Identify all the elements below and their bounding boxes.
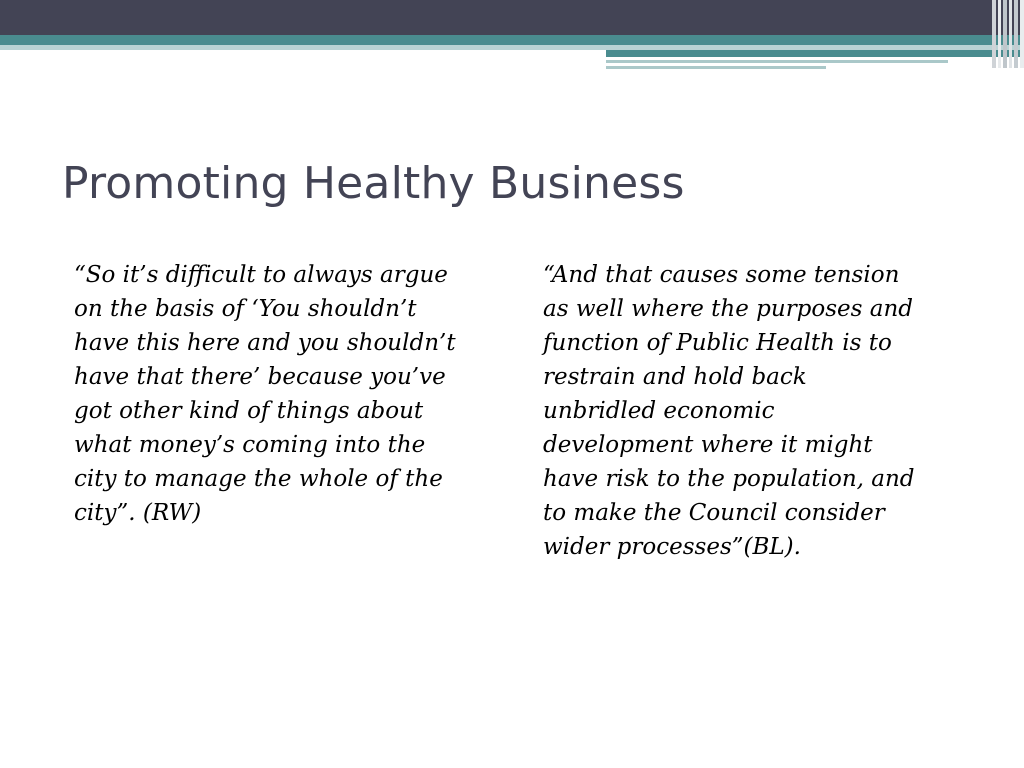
- quote-line: city”. (RW): [74, 500, 202, 526]
- quote-line: “And that causes some tension: [543, 262, 900, 288]
- quote-line: on the basis of ‘You shouldn’t: [74, 296, 417, 322]
- quote-left: [74, 258, 456, 530]
- header-accent-line: [606, 66, 826, 69]
- quote-line: what money’s coming into the: [74, 432, 426, 458]
- header-bar-teal-extension: [606, 50, 1024, 57]
- header-accent-line: [606, 60, 948, 63]
- quote-line: as well where the purposes and: [543, 296, 914, 322]
- edge-stripe: [1003, 0, 1007, 68]
- quote-line: restrain and hold back: [543, 364, 807, 390]
- quote-line: function of Public Health is to: [543, 330, 892, 356]
- quote-line: unbridled economic: [543, 398, 775, 424]
- header-bar-teal: [0, 35, 1024, 45]
- header-bar-dark: [0, 0, 1024, 35]
- edge-stripe: [1009, 0, 1012, 68]
- edge-stripe: [998, 0, 1001, 68]
- quote-line: development where it might: [543, 432, 873, 458]
- edge-stripe: [1014, 0, 1018, 68]
- quote-line: to make the Council consider: [543, 500, 885, 526]
- quote-line: city to manage the whole of the: [74, 466, 443, 492]
- quote-line: have that there’ because you’ve: [74, 364, 446, 390]
- edge-stripe: [1020, 0, 1024, 68]
- edge-stripe: [992, 0, 996, 68]
- quote-line: wider processes”(BL).: [543, 534, 801, 560]
- quote-line: have this here and you shouldn’t: [74, 330, 456, 356]
- quote-line: got other kind of things about: [74, 398, 424, 424]
- quote-line: have risk to the population, and: [543, 466, 915, 492]
- quote-right: [543, 258, 915, 564]
- slide-title: Promoting Healthy Business: [62, 158, 685, 209]
- quote-line: “So it’s difficult to always argue: [74, 262, 448, 288]
